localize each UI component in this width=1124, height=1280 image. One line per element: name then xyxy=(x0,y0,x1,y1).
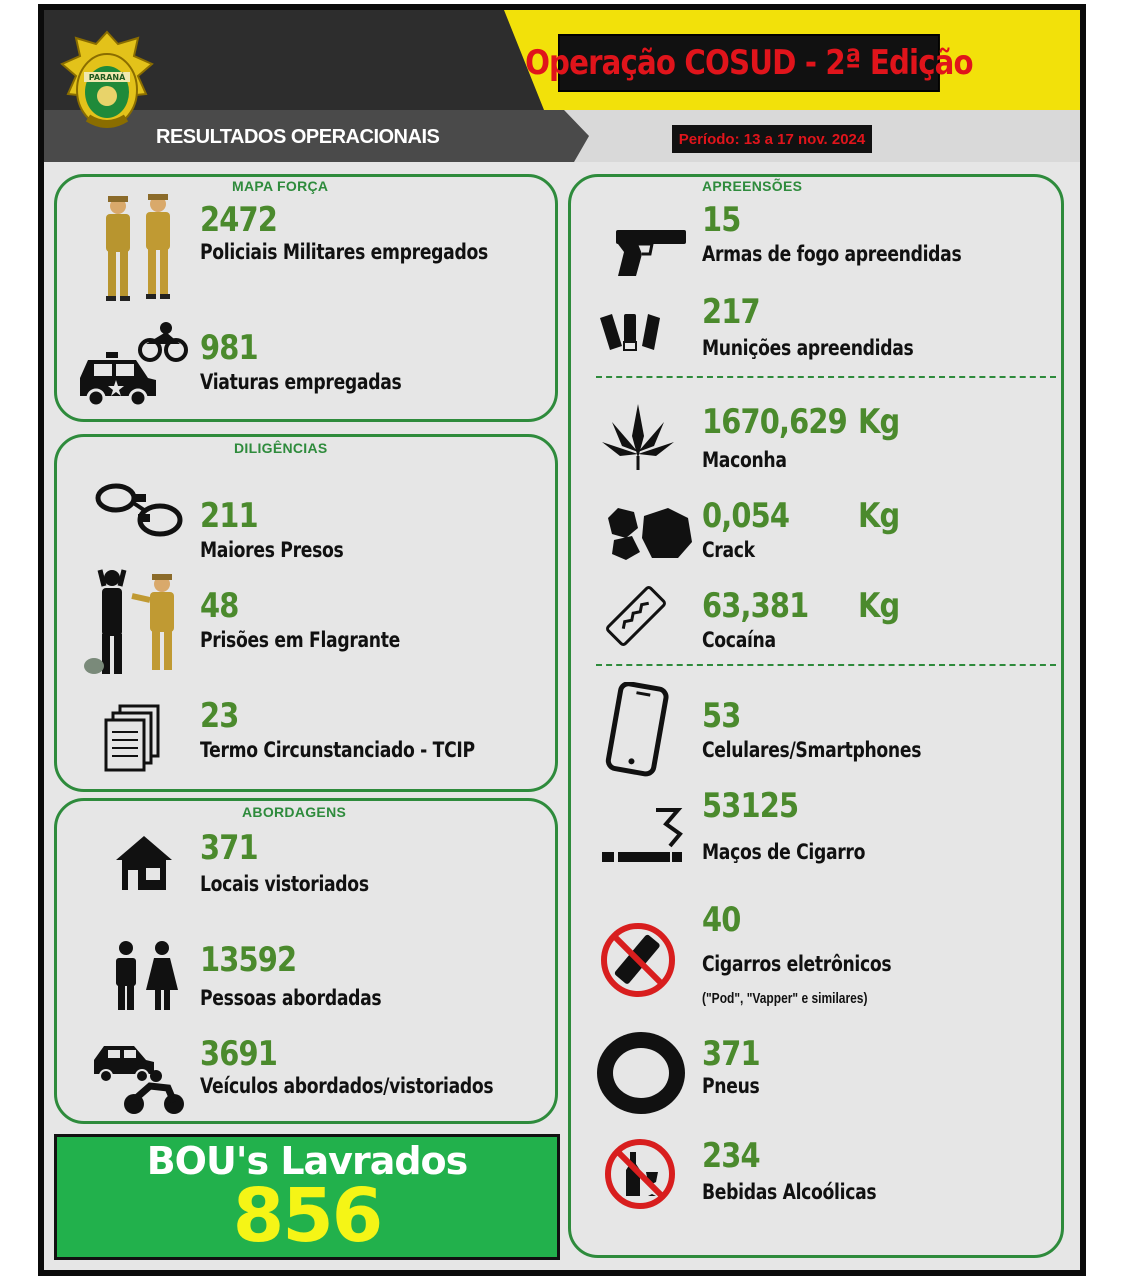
stat-label: Crack xyxy=(702,538,755,562)
pistol-icon xyxy=(612,226,688,278)
stat-unit: Kg xyxy=(858,586,900,626)
handcuffs-icon xyxy=(94,480,186,540)
stat-value: 2472 xyxy=(200,200,278,240)
stat-label: Armas de fogo apreendidas xyxy=(702,242,962,266)
stat-sublabel: ("Pod", "Vapper" e similares) xyxy=(702,990,868,1007)
panel-title-abordagens: ABORDAGENS xyxy=(242,804,347,820)
stat-label: Maiores Presos xyxy=(200,538,344,562)
house-icon xyxy=(114,832,174,892)
documents-icon xyxy=(104,704,160,774)
no-vape-icon xyxy=(598,920,678,1000)
stat-value: 371 xyxy=(200,828,258,868)
stat-value: 53125 xyxy=(702,786,799,826)
police-officers-icon xyxy=(94,192,184,304)
no-alcohol-icon xyxy=(602,1136,678,1212)
people-icon xyxy=(110,940,182,1012)
stat-label: Policiais Militares empregados xyxy=(200,240,488,264)
stat-value: 981 xyxy=(200,328,258,368)
stat-label: Pneus xyxy=(702,1074,760,1098)
stat-label: Celulares/Smartphones xyxy=(702,738,922,762)
stat-label: Veículos abordados/vistoriados xyxy=(200,1074,494,1098)
ammunition-icon xyxy=(596,310,672,356)
stat-value: 63,381 xyxy=(702,586,809,626)
cannabis-leaf-icon xyxy=(598,400,678,472)
stat-value: 53 xyxy=(702,696,741,736)
tire-icon xyxy=(594,1030,688,1116)
vehicles-icon xyxy=(90,1040,186,1116)
pmpr-badge-icon xyxy=(60,30,154,134)
stat-value: 1670,629 xyxy=(702,402,847,442)
stat-label: Munições apreendidas xyxy=(702,336,914,360)
stat-value: 3691 xyxy=(200,1034,278,1074)
stat-label: Termo Circunstanciado - TCIP xyxy=(200,738,475,762)
stat-value: 40 xyxy=(702,900,741,940)
panel-title-mapa-forca: MAPA FORÇA xyxy=(232,178,329,194)
stat-label: Prisões em Flagrante xyxy=(200,628,400,652)
police-vehicles-icon xyxy=(76,320,188,408)
period-label: Período: 13 a 17 nov. 2024 xyxy=(672,125,872,153)
stat-unit: Kg xyxy=(858,402,900,442)
stat-value: 15 xyxy=(702,200,741,240)
section-title: RESULTADOS OPERACIONAIS xyxy=(156,126,440,148)
bou-label: BOU's Lavrados xyxy=(146,1139,468,1183)
stat-value: 0,054 xyxy=(702,496,790,536)
stat-label: Viaturas empregadas xyxy=(200,370,402,394)
razor-blade-icon xyxy=(604,584,668,648)
bou-value: 856 xyxy=(232,1173,382,1259)
stat-value: 211 xyxy=(200,496,258,536)
stat-label: Cocaína xyxy=(702,628,776,652)
divider xyxy=(596,376,1056,378)
arrest-icon xyxy=(82,566,186,678)
stat-value: 217 xyxy=(702,292,760,332)
stat-value: 234 xyxy=(702,1136,760,1176)
cigarette-icon xyxy=(600,804,684,868)
panel-title-apreensoes: APREENSÕES xyxy=(702,178,803,194)
divider xyxy=(596,664,1056,666)
infographic xyxy=(44,10,1080,1270)
operation-title: Operação COSUD - 2ª Edição xyxy=(558,34,940,92)
bou-box xyxy=(54,1134,560,1260)
stat-label: Pessoas abordadas xyxy=(200,986,382,1010)
stat-value: 23 xyxy=(200,696,239,736)
stat-label: Maços de Cigarro xyxy=(702,840,866,864)
stat-value: 13592 xyxy=(200,940,297,980)
stat-label: Locais vistoriados xyxy=(200,872,369,896)
stat-unit: Kg xyxy=(858,496,900,536)
badge-text: PARANÁ xyxy=(88,73,126,82)
smartphone-icon xyxy=(602,682,674,778)
stat-label: Maconha xyxy=(702,448,787,472)
crack-rocks-icon xyxy=(604,504,694,564)
stat-value: 48 xyxy=(200,586,239,626)
stat-label: Cigarros eletrônicos xyxy=(702,952,892,976)
stat-value: 371 xyxy=(702,1034,760,1074)
stat-label: Bebidas Alcoólicas xyxy=(702,1180,877,1204)
panel-title-diligencias: DILIGÊNCIAS xyxy=(234,440,328,456)
